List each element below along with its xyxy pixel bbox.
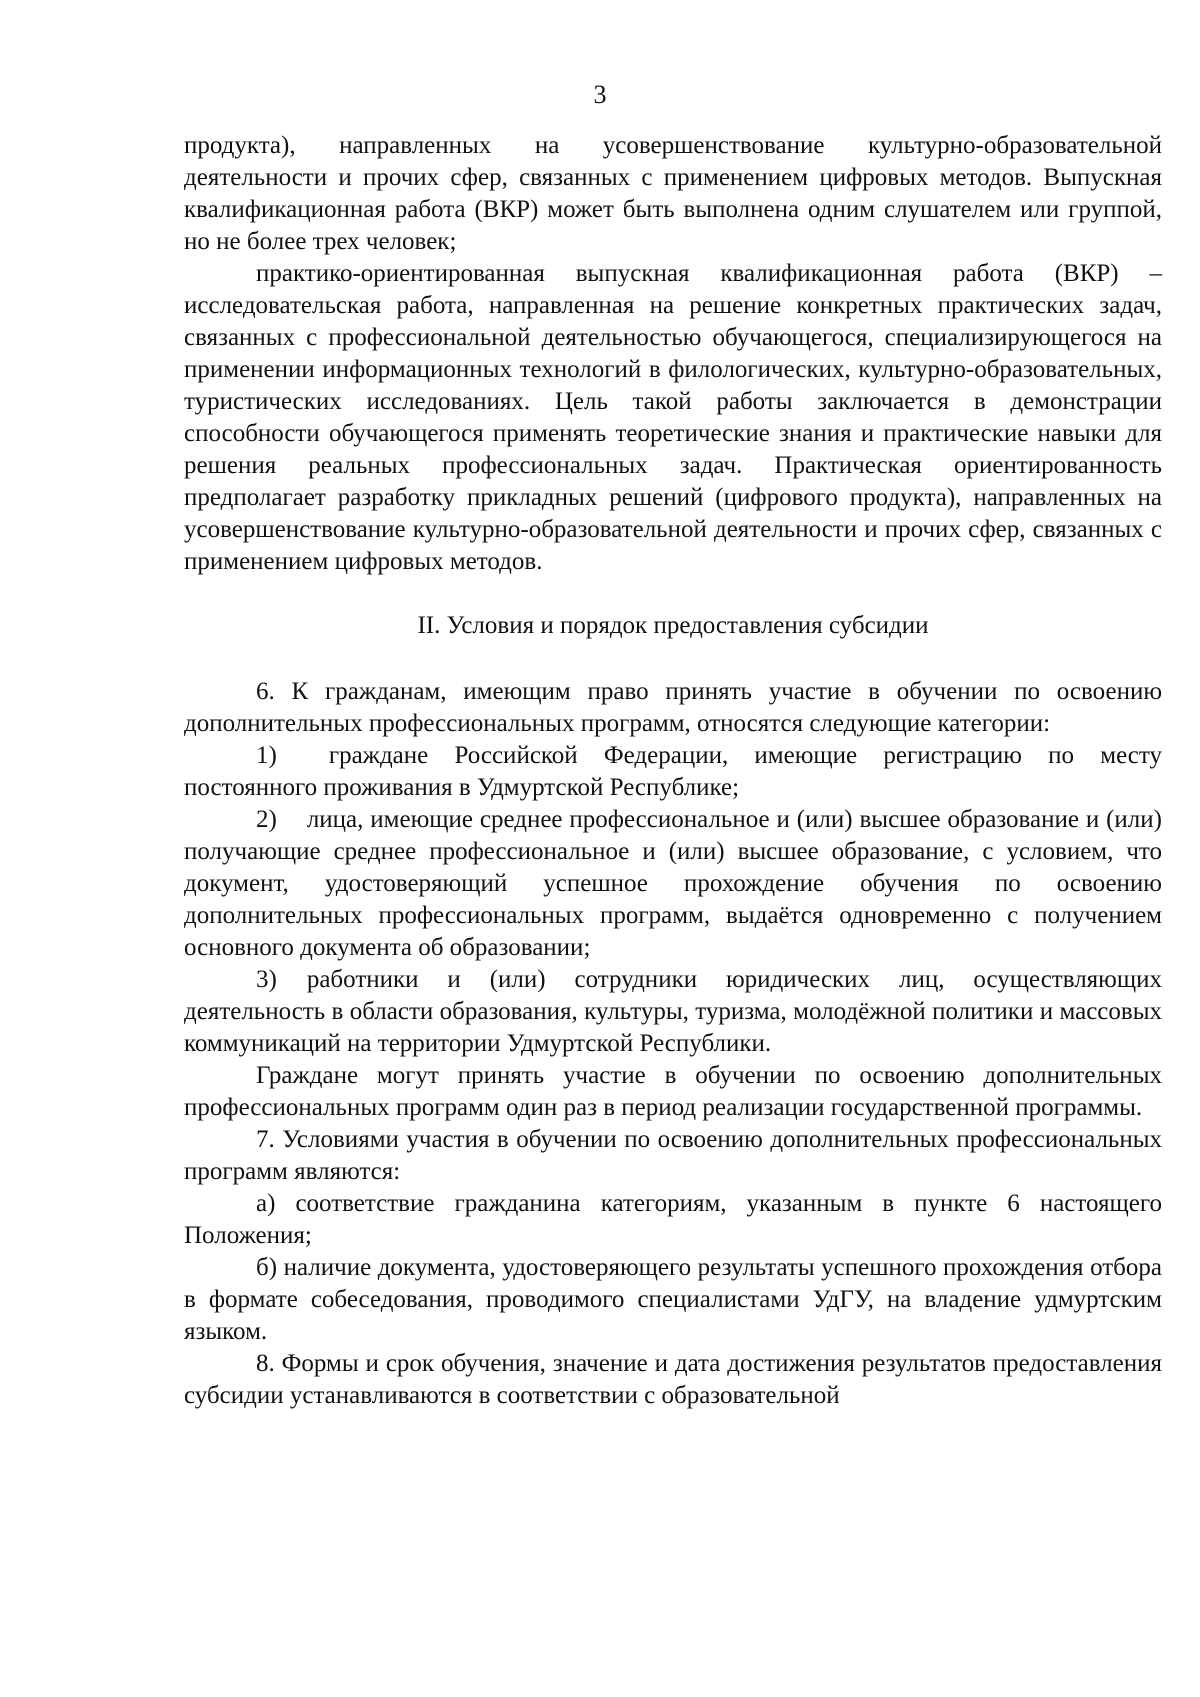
list-item-2 (184, 804, 1162, 964)
list-item-1-number: 1) (256, 742, 277, 769)
paragraph-7b: б) наличие документа, удостоверяющего результаты успешного прохождения отбора в формате собеседования, проводимого специалистами УдГУ, на владение удмуртским языком. (184, 1254, 1162, 1345)
paragraph-practice-oriented-vkr: практико-ориентированная выпускная квалификационная работа (ВКР) – исследовательская работа, направленная на решение конкретных практических задач, связанных с профессиональной деятельностью обучающегося, специализирующегося на применении информационных технологий в филологических, культурно-образовательных, туристических исследованиях. Цель такой работы заключается в демонстрации способности обучающегося применять теоретические знания и практические навыки для решения реальных профессиональных задач. Практическая ориентированность предполагает разработку прикладных решений (цифрового продукта), направленных на усовершенствование культурно-образовательной деятельности и прочих сфер, связанных с применением цифровых методов. (184, 260, 1162, 575)
list-item-1 (184, 740, 1162, 804)
section-heading: II. Условия и порядок предоставления субсидии (417, 612, 929, 639)
list-item-2-number: 2) (256, 806, 277, 833)
paragraph-continuation: продукта), направленных на усовершенствование культурно-образовательной деятельности и прочих сфер, связанных с применением цифровых методов. Выпускная квалификационная работа (ВКР) может быть выполнена одним слушателем или группой, но не более трех человек; (184, 132, 1162, 255)
page-number: 3 (593, 80, 607, 109)
paragraph-participation-once: Граждане могут принять участие в обучении по освоению дополнительных профессиональных программ один раз в период реализации государственной программы. (184, 1062, 1162, 1121)
list-item-2-text: лица, имеющие среднее профессиональное и (или) высшее образование и (или) получающие среднее профессиональное и (или) высшее образование, с условием, что документ, удостоверяющий успешное прохождение обучения по освоению дополнительных профессиональных программ, выдаётся одновременно с получением основного документа об образовании; (184, 806, 1162, 961)
document-body (184, 130, 1162, 1412)
paragraph-7: 7. Условиями участия в обучении по освоению дополнительных профессиональных программ являются: (184, 1126, 1162, 1185)
list-item-1-text: граждане Российской Федерации, имеющие регистрацию по месту постоянного проживания в Удмуртской Республике; (184, 742, 1162, 801)
paragraph-6: 6. К гражданам, имеющим право принять участие в обучении по освоению дополнительных профессиональных программ, относятся следующие категории: (184, 678, 1162, 737)
list-item-3-number: 3) (256, 966, 277, 993)
paragraph-7a: а) соответствие гражданина категориям, указанным в пункте 6 настоящего Положения; (184, 1190, 1162, 1249)
list-item-3 (184, 964, 1162, 1060)
paragraph-8: 8. Формы и срок обучения, значение и дата достижения результатов предоставления субсидии устанавливаются в соответствии с образовательной (184, 1350, 1162, 1409)
list-item-3-text: работники и (или) сотрудники юридических лиц, осуществляющих деятельность в области образования, культуры, туризма, молодёжной политики и массовых коммуникаций на территории Удмуртской Республики. (184, 966, 1162, 1057)
